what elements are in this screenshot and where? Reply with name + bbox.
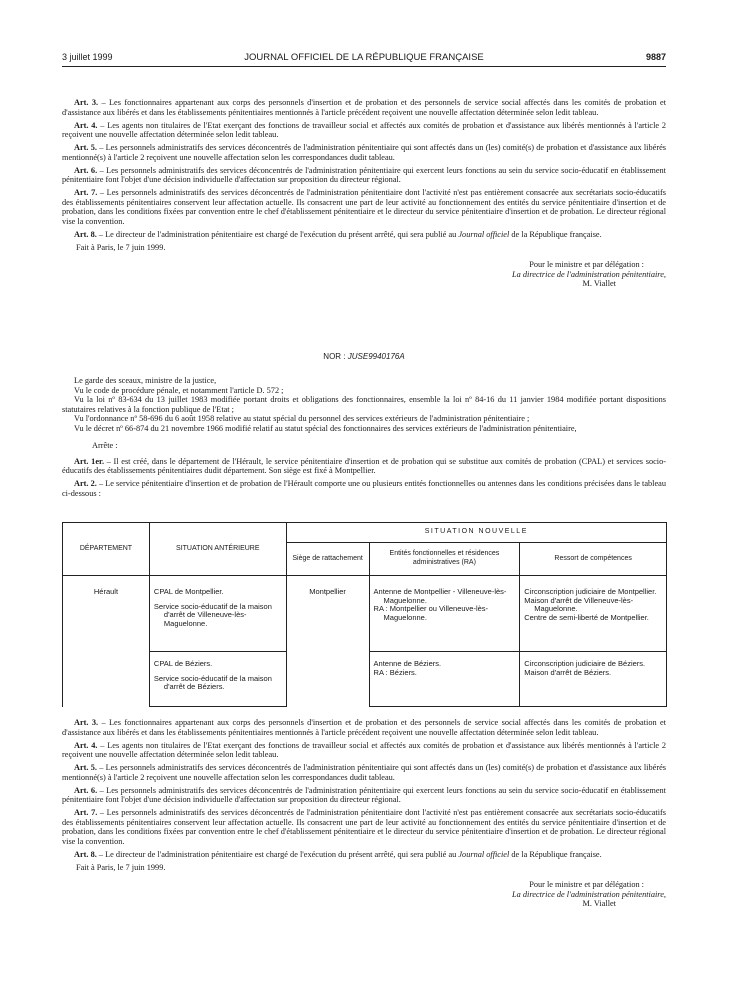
top-articles-block	[62, 98, 666, 289]
header-ressort: Ressort de compétences	[520, 543, 667, 576]
header-departement: DÉPARTEMENT	[63, 523, 150, 576]
signature-line-2: La directrice de l'administration pénitentiaire,	[512, 269, 666, 279]
article: Art. 5. – Les personnels administratifs des services déconcentrés de l'administration pénitentiaire qui sont affectés dans un (les) comité(s) de probation et d'assistance aux libérés mentionné(s) à l'article 2 reçoivent une nouvelle affectation selon les correspondances dudit tableau.	[62, 143, 666, 162]
article: Art. 8. – Le directeur de l'administration pénitentiaire est chargé de l'exécution du présent arrêté, qui sera publié au Journal officiel de la République française.	[74, 849, 602, 859]
preamble-line: Vu le code de procédure pénale, et notamment l'article D. 572 ;	[74, 385, 284, 395]
header-situation-nouvelle: SITUATION NOUVELLE	[286, 523, 666, 543]
article: Art. 7. – Les personnels administratifs des services déconcentrés de l'administration pénitentiaire dont l'activité n'est pas entièrement consacrée aux secrétariats socio-éducatifs des établissements pénitentiaires conservent leur affectation actuelle. Ils consacrent une part de leur activité au fonctionnement des entités du service pénitentiaire d'insertion et de probation, dans les conditions fixées par convention entre le chef d'établissement pénitentiaire et le directeur du service pénitentiaire d'insertion et de probation. Le directeur régional vise la convention.	[62, 188, 666, 226]
signature-line-1: Pour le ministre et par délégation :	[529, 880, 644, 889]
page-header	[62, 52, 666, 66]
article: Art. 3. – Les fonctionnaires appartenant aux corps des personnels d'insertion et de probation et des personnels de service social affectés dans les comités de probation et d'assistance aux libérés et dans les établissements pénitentiaires mentionnés à l'article précédent reçoivent une nouvelle affectation déterminée selon ledit tableau.	[62, 98, 666, 117]
signature-line-1: Pour le ministre et par délégation :	[529, 260, 644, 269]
cell-ressort: Circonscription judiciaire de Montpellier. Maison d'arrêt de Villeneuve-lès-Maguelonne. Centre de semi-liberté de Montpellier.	[520, 576, 667, 652]
journal-title: JOURNAL OFFICIEL DE LA RÉPUBLIQUE FRANÇAISE	[244, 52, 484, 63]
cell-entites: Antenne de Montpellier - Villeneuve-lès-Maguelonne. RA : Montpellier ou Villeneuve-lès-Maguelonne.	[369, 576, 520, 652]
fait-a-paris: Fait à Paris, le 7 juin 1999.	[76, 242, 166, 252]
article: Art. 8. – Le directeur de l'administration pénitentiaire est chargé de l'exécution du présent arrêté, qui sera publié au Journal officiel de la République française.	[74, 229, 602, 239]
signature-name: M. Viallet	[582, 899, 616, 908]
arrete-heading: Arrête :	[92, 441, 118, 450]
page-number: 9887	[645, 52, 666, 62]
article: Art. 5. – Les personnels administratifs des services déconcentrés de l'administration pénitentiaire qui sont affectés dans un (les) comité(s) de probation et d'assistance aux libérés mentionné(s) à l'article 2 reçoivent une nouvelle affectation selon les correspondances dudit tableau.	[62, 763, 666, 782]
cell-ante: CPAL de Montpellier. Service socio-éducatif de la maison d'arrêt de Villeneuve-lès-Maguelonne.	[149, 576, 286, 652]
cell-ressort: Circonscription judiciaire de Béziers. Maison d'arrêt de Béziers.	[520, 652, 667, 707]
nor-reference: NOR : JUSE9940176A	[323, 352, 405, 361]
table-row	[63, 576, 667, 652]
signature-name: M. Viallet	[582, 279, 616, 288]
article: Art. 3. – Les fonctionnaires appartenant aux corps des personnels d'insertion et de probation et des personnels de service social affectés dans les comités de probation et d'assistance aux libérés et dans les établissements pénitentiaires mentionnés à l'article précédent reçoivent une nouvelle affectation déterminée selon ledit tableau.	[62, 718, 666, 737]
article: Art. 4. – Les agents non titulaires de l'Etat exerçant des fonctions de travailleur social et affectés aux comités de probation et d'assistance aux libérés mentionnés à l'article 2 reçoivent une nouvelle affectation déterminée selon ledit tableau.	[62, 740, 666, 759]
signature-line-2: La directrice de l'administration pénitentiaire,	[512, 889, 666, 899]
affectation-table	[62, 522, 667, 707]
cell-departement: Hérault	[63, 576, 150, 707]
bottom-articles-block	[62, 718, 666, 909]
cell-entites: Antenne de Béziers. RA : Béziers.	[369, 652, 520, 707]
article: Art. 7. – Les personnels administratifs des services déconcentrés de l'administration pénitentiaire dont l'activité n'est pas entièrement consacrée aux secrétariats socio-éducatifs des établissements pénitentiaires conservent leur affectation actuelle. Ils consacrent une part de leur activité au fonctionnement des entités du service pénitentiaire d'insertion et de probation, dans les conditions fixées par convention entre le chef d'établissement pénitentiaire et le directeur du service pénitentiaire d'insertion et de probation. Le directeur régional vise la convention.	[62, 808, 666, 846]
header-siege: Siège de rattachement	[286, 543, 369, 576]
preamble-block	[62, 376, 666, 502]
article-2: Art. 2. – Le service pénitentiaire d'insertion et de probation de l'Hérault comporte une ou plusieurs entités fonctionnelles ou antennes dans les conditions précisées dans le tableau ci-dessous :	[62, 479, 667, 498]
header-entites: Entités fonctionnelles et résidences administratives (RA)	[369, 543, 520, 576]
preamble-line: Le garde des sceaux, ministre de la justice,	[74, 376, 217, 385]
header-situation-anterieure: SITUATION ANTÉRIEURE	[149, 523, 286, 576]
preamble-line: Vu l'ordonnance nº 58-696 du 6 août 1958 relative au statut spécial du personnel des services extérieurs de l'administration pénitentiaire ;	[74, 414, 530, 423]
preamble-line: Vu le décret nº 66-874 du 21 novembre 1966 modifié relatif au statut spécial des fonctionnaires des services extérieurs de l'administration pénitentiaire,	[74, 423, 577, 433]
cell-siege: Montpellier	[286, 576, 369, 707]
article: Art. 6. – Les personnels administratifs des services déconcentrés de l'administration pénitentiaire qui exercent leurs fonctions au sein du service socio-éducatif en établissement pénitentiaire font l'objet d'une décision individuelle d'affectation sur proposition du directeur régional.	[62, 785, 666, 804]
cell-ante: CPAL de Béziers. Service socio-éducatif de la maison d'arrêt de Béziers.	[149, 652, 286, 707]
article-1: Art. 1er. – Il est créé, dans le département de l'Hérault, le service pénitentiaire d'insertion et de probation qui se substitue aux comités de probation (CPAL) et services socio-éducatifs des établissements pénitentiaires dudit département. Son siège est fixé à Montpellier.	[62, 456, 666, 475]
header-rule	[62, 66, 666, 67]
article: Art. 4. – Les agents non titulaires de l'Etat exerçant des fonctions de travailleur social et affectés aux comités de probation et d'assistance aux libérés mentionnés à l'article 2 reçoivent une nouvelle affectation déterminée selon ledit tableau.	[62, 120, 666, 139]
preamble-line: Vu la loi nº 83-634 du 13 juillet 1983 modifiée portant droits et obligations des fonctionnaires, ensemble la loi nº 84-16 du 11 janvier 1984 modifiée portant dispositions statutaires relatives à la fonction publique de l'Etat ;	[62, 395, 666, 414]
header-date: 3 juillet 1999	[62, 52, 113, 62]
article: Art. 6. – Les personnels administratifs des services déconcentrés de l'administration pénitentiaire qui exercent leurs fonctions au sein du service socio-éducatif en établissement pénitentiaire font l'objet d'une décision individuelle d'affectation sur proposition du directeur régional.	[62, 165, 666, 184]
fait-a-paris: Fait à Paris, le 7 juin 1999.	[76, 862, 166, 872]
